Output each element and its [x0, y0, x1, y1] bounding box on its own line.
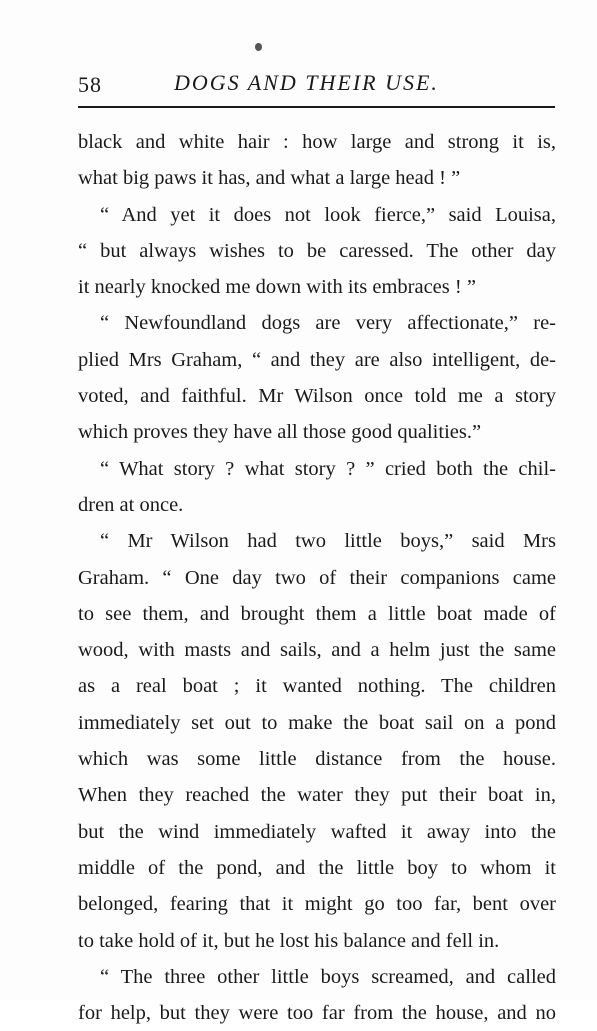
ink-speck	[255, 43, 262, 51]
text-line: what big paws it has, and what a large head ! ”	[78, 167, 461, 190]
text-line: “ but always wishes to be caressed. The other day	[78, 239, 556, 262]
header-rule	[78, 106, 555, 108]
text-line: “ Newfoundland dogs are very affectionate,” re-	[100, 312, 556, 335]
text-line: which was some little distance from the house.	[78, 748, 556, 771]
text-line: for help, but they were too far from the house, and no	[78, 1002, 556, 1025]
page-header	[78, 70, 556, 100]
text-line: plied Mrs Graham, “ and they are also intelligent, de-	[78, 348, 556, 371]
page-number: 58	[78, 72, 102, 97]
text-line: to take hold of it, but he lost his balance and fell in.	[78, 929, 500, 952]
text-line: Graham. “ One day two of their companions came	[78, 566, 556, 589]
body-text	[78, 124, 556, 1031]
text-line: middle of the pond, and the little boy to whom it	[78, 856, 556, 879]
text-line: dren at once.	[78, 493, 184, 516]
text-line: but the wind immediately wafted it away into the	[78, 820, 556, 843]
text-line: “ Mr Wilson had two little boys,” said Mrs	[100, 530, 556, 553]
text-line: When they reached the water they put their boat in,	[78, 784, 556, 807]
text-line: immediately set out to make the boat sail on a pond	[78, 711, 556, 734]
text-line: wood, with masts and sails, and a helm just the same	[78, 639, 556, 662]
text-line: which proves they have all those good qualities.”	[78, 421, 482, 444]
text-line: it nearly knocked me down with its embraces ! ”	[78, 276, 476, 299]
text-line: belonged, fearing that it might go too far, bent over	[78, 893, 556, 916]
running-head: DOGS AND THEIR USE.	[174, 70, 439, 95]
text-line: “ What story ? what story ? ” cried both the chil-	[100, 457, 556, 480]
text-line: to see them, and brought them a little boat made of	[78, 602, 556, 625]
text-line: voted, and faithful. Mr Wilson once told me a story	[78, 385, 556, 408]
text-line: black and white hair : how large and strong it is,	[78, 131, 556, 153]
text-line: “ And yet it does not look fierce,” said Louisa,	[100, 203, 556, 226]
text-line: as a real boat ; it wanted nothing. The children	[78, 675, 556, 698]
text-line: “ The three other little boys screamed, and called	[100, 965, 556, 988]
